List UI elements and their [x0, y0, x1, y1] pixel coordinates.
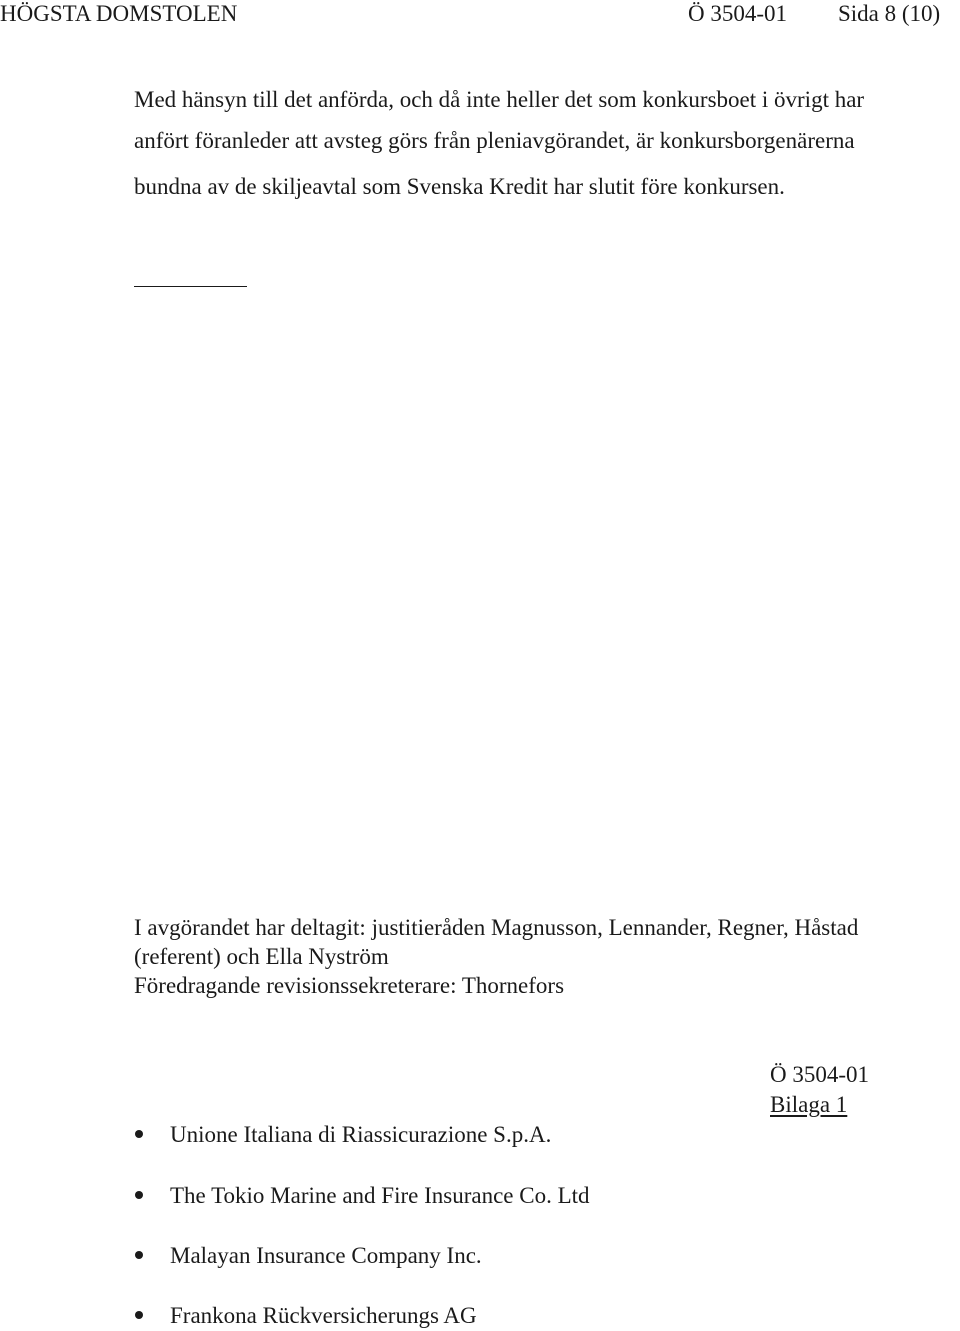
bullet-icon: [135, 1251, 143, 1259]
list-item: The Tokio Marine and Fire Insurance Co. Ltd: [170, 1183, 590, 1208]
paragraph-line: anfört föranleder att avsteg görs från pleniavgörandet, är konkursborgenärerna: [134, 128, 855, 153]
signature-line: Föredragande revisionssekreterare: Thornefors: [134, 973, 565, 998]
signature-line: (referent) och Ella Nyström: [134, 944, 389, 969]
section-divider: [134, 286, 247, 287]
bullet-icon: [135, 1130, 143, 1138]
case-number: Ö 3504-01: [688, 1, 788, 26]
list-item: Unione Italiana di Riassicurazione S.p.A.: [170, 1122, 552, 1147]
bullet-icon: [135, 1191, 143, 1199]
appendix-label: Bilaga 1: [770, 1092, 848, 1117]
paragraph-line: bundna av de skiljeavtal som Svenska Kredit har slutit före konkursen.: [134, 174, 785, 199]
list-item: Malayan Insurance Company Inc.: [170, 1243, 482, 1268]
court-name: HÖGSTA DOMSTOLEN: [0, 1, 238, 26]
paragraph-line: Med hänsyn till det anförda, och då inte heller det som konkursboet i övrigt har: [134, 87, 865, 112]
signature-line: I avgörandet har deltagit: justitieråden Magnusson, Lennander, Regner, Håstad: [134, 915, 859, 940]
bullet-icon: [135, 1311, 143, 1319]
list-item: Frankona Rückversicherungs AG: [170, 1303, 477, 1328]
page-number: Sida 8 (10): [838, 1, 941, 26]
appendix-case-number: Ö 3504-01: [770, 1062, 870, 1087]
